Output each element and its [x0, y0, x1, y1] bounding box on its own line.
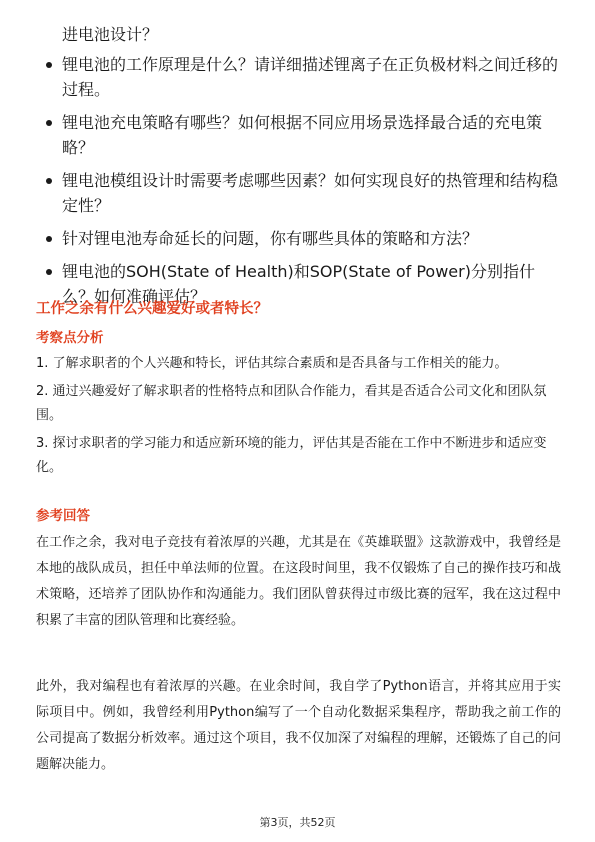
- bullet-icon: [46, 120, 52, 126]
- bullet-icon: [46, 236, 52, 242]
- question-text: 锂电池模组设计时需要考虑哪些因素？如何实现良好的热管理和结构稳定性？: [62, 171, 559, 215]
- analysis-title: 考察点分析: [36, 330, 104, 346]
- question-continuation: 进电池设计？: [62, 25, 159, 44]
- section-title: 工作之余有什么兴趣爱好或者特长？: [36, 301, 268, 317]
- analysis-item: 1. 了解求职者的个人兴趣和特长，评估其综合素质和是否具备与工作相关的能力。: [36, 356, 508, 371]
- question-text: 锂电池充电策略有哪些？如何根据不同应用场景选择最合适的充电策略？: [62, 113, 543, 157]
- analysis-list: [36, 352, 561, 484]
- bullet-icon: [46, 62, 52, 68]
- question-item: [40, 226, 560, 251]
- answer-paragraph: 在工作之余，我对电子竞技有着浓厚的兴趣，尤其是在《英雄联盟》这款游戏中，我曾经是本地的战队成员，担任中单法师的位置。在这段时间里，我不仅锻炼了自己的操作技巧和战术策略，还培养了团队协作和沟通能力。我们团队曾获得过市级比赛的冠军，我在这过程中积累了丰富的团队管理和比赛经验。: [36, 535, 561, 628]
- answer-paragraph: 此外，我对编程也有着浓厚的兴趣。在业余时间，我自学了Python语言，并将其应用于实际项目中。例如，我曾经利用Python编写了一个自动化数据采集程序，帮助我之前工作的公司提高了数据分析效率。通过这个项目，我不仅加深了对编程的理解，还锻炼了自己的问题解决能力。: [36, 679, 561, 772]
- question-text: 针对锂电池寿命延长的问题，你有哪些具体的策略和方法？: [62, 229, 479, 248]
- page-footer: 第3页，共52页: [259, 816, 336, 829]
- question-text: 锂电池的SOH(State of Health)和SOP(State of Power)分别指什么？如何准确评估？: [62, 262, 535, 306]
- question-text: 锂电池的工作原理是什么？请详细描述锂离子在正负极材料之间迁移的过程。: [62, 55, 559, 99]
- answer-title: 参考回答: [36, 508, 90, 524]
- bullet-icon: [46, 269, 52, 275]
- analysis-item: 2. 通过兴趣爱好了解求职者的性格特点和团队合作能力，看其是否适合公司文化和团队氛围。: [36, 384, 547, 423]
- bullet-icon: [46, 178, 52, 184]
- question-list: [40, 52, 560, 317]
- analysis-item: 3. 探讨求职者的学习能力和适应新环境的能力，评估其是否能在工作中不断进步和适应变化。: [36, 436, 547, 475]
- question-item: [40, 110, 560, 160]
- question-item: [40, 52, 560, 102]
- question-item: [40, 168, 560, 218]
